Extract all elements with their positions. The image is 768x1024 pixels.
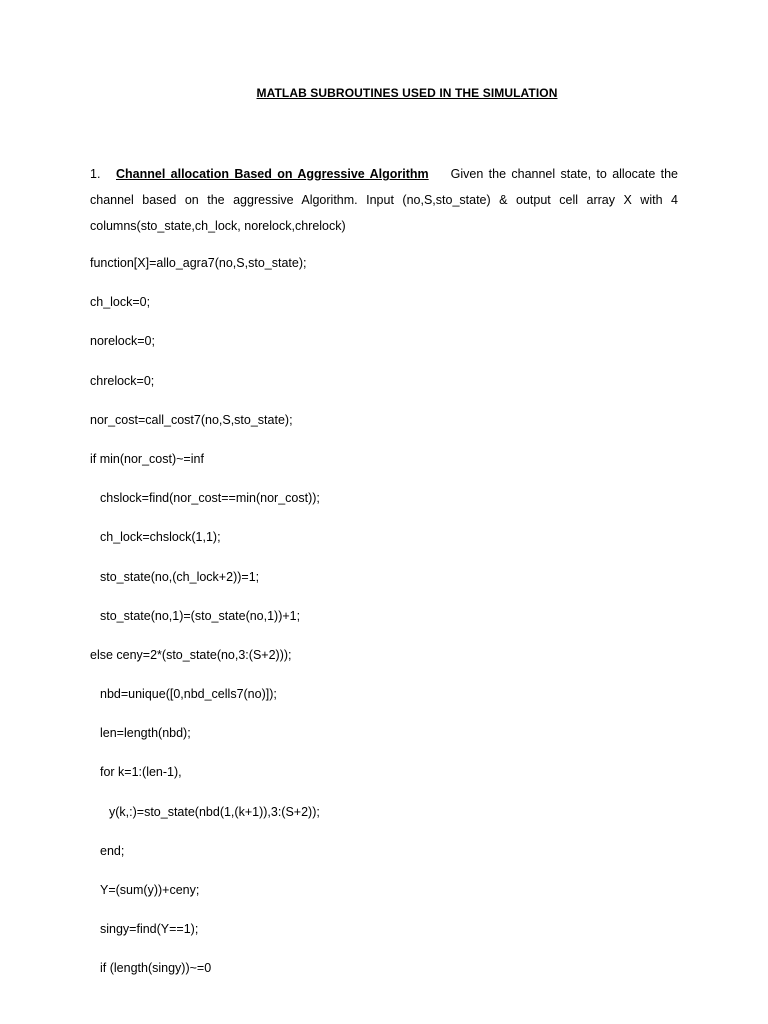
code-line: ch_lock=0;: [90, 295, 151, 310]
code-line: else ceny=2*(sto_state(no,3:(S+2)));: [90, 647, 292, 662]
code-line: function[X]=allo_agra7(no,S,sto_state);: [90, 256, 307, 270]
code-line: sto_state(no,(ch_lock+2))=1;: [100, 569, 260, 584]
section-number: 1.: [90, 167, 101, 181]
code-line: if min(nor_cost)~=inf: [90, 451, 204, 466]
code-line: end;: [100, 843, 125, 858]
code-line: for k=1:(len-1),: [100, 765, 182, 780]
code-line: nor_cost=call_cost7(no,S,sto_state);: [90, 412, 293, 427]
code-line: if (length(singy))~=0: [100, 961, 212, 976]
code-listing: [90, 253, 320, 998]
code-line: nbd=unique([0,nbd_cells7(no)]);: [100, 687, 277, 702]
section-1: [90, 161, 678, 239]
section-description: Given the channel state, to allocate the channel based on the aggressive Algorithm. Input (no,S,sto_state) & output cell array X with 4 columns(sto_state,ch_lock, norelock,chrelock): [90, 167, 678, 233]
page-title: MATLAB SUBROUTINES USED IN THE SIMULATION: [256, 86, 558, 100]
code-line: y(k,:)=sto_state(nbd(1,(k+1)),3:(S+2));: [109, 804, 320, 819]
code-line: singy=find(Y==1);: [100, 922, 199, 937]
code-line: len=length(nbd);: [100, 726, 191, 741]
code-line: norelock=0;: [90, 334, 155, 349]
code-line: Y=(sum(y))+ceny;: [100, 883, 200, 897]
code-line: ch_lock=chslock(1,1);: [100, 530, 221, 545]
section-heading: Channel allocation Based on Aggressive Algorithm: [116, 167, 429, 181]
code-line: sto_state(no,1)=(sto_state(no,1))+1;: [100, 608, 301, 623]
code-line: chrelock=0;: [90, 373, 155, 388]
code-line: chslock=find(nor_cost==min(nor_cost));: [100, 491, 320, 506]
